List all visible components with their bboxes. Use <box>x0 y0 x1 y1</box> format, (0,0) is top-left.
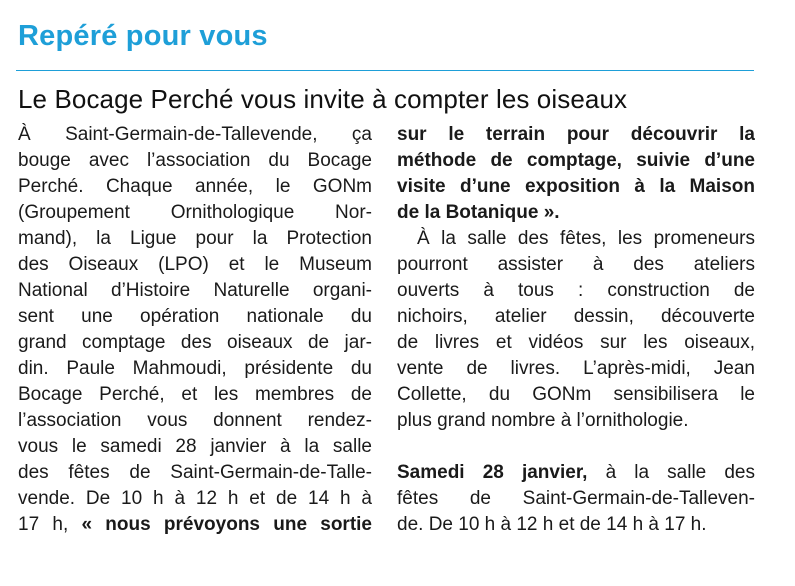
article-text-line: National d’Histoire Naturelle organi- <box>18 280 372 301</box>
event-info-segment: à la salle des <box>587 462 755 483</box>
article-text-line: din. Paule Mahmoudi, présidente du <box>18 358 372 379</box>
article-left-column <box>18 122 372 538</box>
article-text-line: ouverts à tous : construction de <box>397 280 755 301</box>
section-title-rule <box>16 70 754 71</box>
article-headline: Le Bocage Perché vous invite à compter les oiseaux <box>18 84 628 114</box>
article-text-line: Perché. Chaque année, le GONm <box>18 176 372 197</box>
event-info-line <box>397 460 755 486</box>
article-text-line: (Groupement Ornithologique Nor- <box>18 202 372 223</box>
paragraph-gap <box>397 434 755 460</box>
section-title: Repéré pour vous <box>18 20 268 52</box>
article-text-line: Collette, du GONm sensibilisera le <box>397 384 755 405</box>
article-text-line: grand comptage des oiseaux de jar- <box>18 332 372 353</box>
article-text-line: Bocage Perché, et les membres de <box>18 384 372 405</box>
article-right-column <box>397 122 755 538</box>
article-text-line: des Oiseaux (LPO) et le Museum <box>18 254 372 275</box>
article-text-line: vente de livres. L’après-midi, Jean <box>397 358 755 379</box>
article-text-line: nichoirs, atelier dessin, découverte <box>397 306 755 327</box>
article-quote-line: sur le terrain pour découvrir la <box>397 124 755 145</box>
article-quote-start: « nous prévoyons une sortie <box>81 514 372 535</box>
article-text-line: des fêtes de Saint-Germain-de-Talle- <box>18 462 372 483</box>
article-text-line: de livres et vidéos sur les oiseaux, <box>397 332 755 353</box>
article-text-line <box>18 512 372 538</box>
article-text-line: bouge avec l’association du Bocage <box>18 150 372 171</box>
article-quote-line: de la Botanique ». <box>397 202 560 223</box>
article-text-line: l’association vous donnent rendez- <box>18 410 372 431</box>
article-text-line: sent une opération nationale du <box>18 306 372 327</box>
article-text-line: À Saint-Germain-de-Tallevende, ça <box>18 124 372 145</box>
article-text-line: plus grand nombre à l’ornithologie. <box>397 410 689 431</box>
article-text-line: mand), la Ligue pour la Protection <box>18 228 372 249</box>
article-text-segment: 17 h, <box>18 514 82 535</box>
event-info-line: fêtes de Saint-Germain-de-Talleven- <box>397 488 755 509</box>
article-text-line: vende. De 10 h à 12 h et de 14 h à <box>18 488 372 509</box>
article-quote-line: méthode de comptage, suivie d’une <box>397 150 755 171</box>
article-text-line: pourront assister à des ateliers <box>397 254 755 275</box>
article-text-line: À la salle des fêtes, les promeneurs <box>417 228 755 249</box>
article-quote-line: visite d’une exposition à la Maison <box>397 176 755 197</box>
article-text-line: vous le samedi 28 janvier à la salle <box>18 436 372 457</box>
event-date: Samedi 28 janvier, <box>397 462 588 483</box>
event-info-line: de. De 10 h à 12 h et de 14 h à 17 h. <box>397 514 707 535</box>
